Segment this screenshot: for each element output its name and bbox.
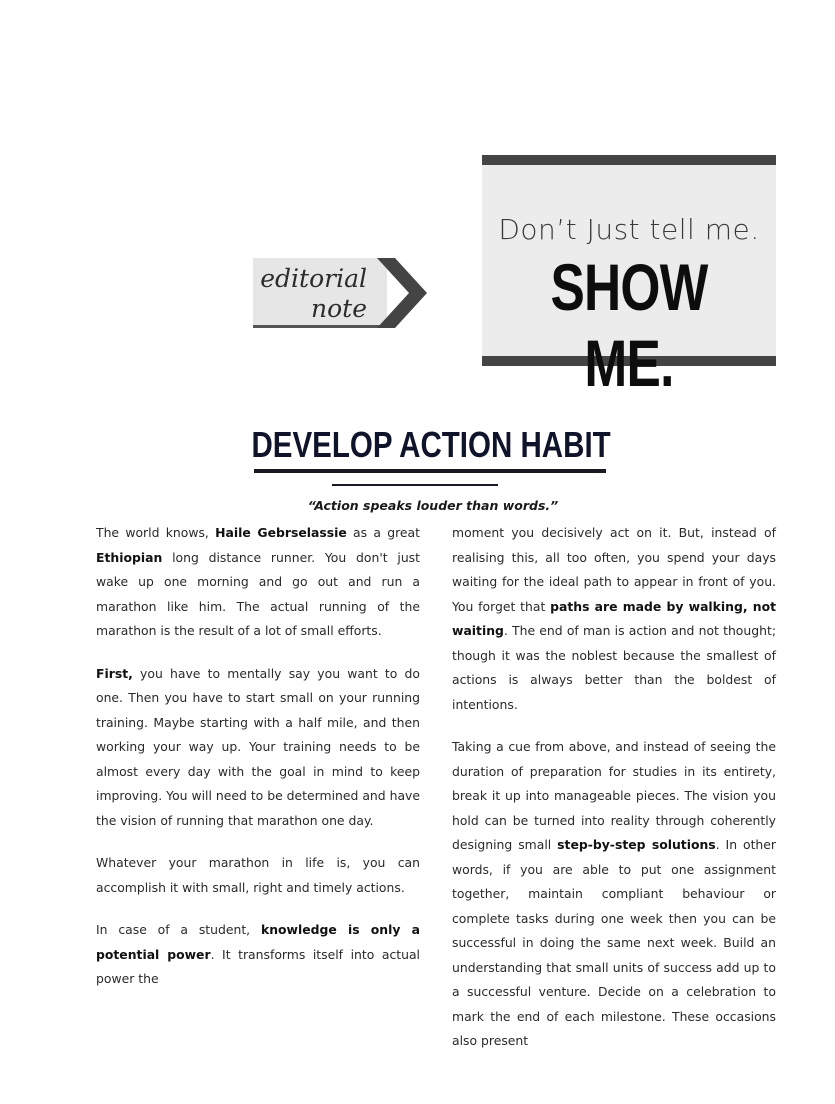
paragraph: Whatever your marathon in life is, you can accomplish it with small, right and timely actions. xyxy=(96,855,420,895)
right-column xyxy=(452,521,776,1072)
show-me-box xyxy=(482,155,776,400)
title-underline xyxy=(254,469,606,473)
page-title: DEVELOP ACTION HABIT xyxy=(251,424,611,465)
paragraph: In case of a student, knowledge is only a potential power. It transforms itself into actual power the xyxy=(96,922,420,986)
editorial-note-tag xyxy=(253,258,387,328)
paragraph: The world knows, Haile Gebrselassie as a great Ethiopian long distance runner. You don't just wake up one morning and go out and run a marathon like him. The actual running of the marathon is the result of a lot of small efforts. xyxy=(96,525,420,638)
paragraph: moment you decisively act on it. But, instead of realising this, all too often, you spend your days waiting for the ideal path to appear in front of you. You forget that paths are made by walking, not waiting. The end of man is action and not thought; though it was the noblest because the smallest of actions is always better than the boldest of intentions. xyxy=(452,525,777,712)
show-me-headline: SHOW ME. xyxy=(550,250,708,400)
title-underline-thin xyxy=(332,484,498,486)
paragraph: Taking a cue from above, and instead of seeing the duration of preparation for studies in its entirety, break it up into manageable pieces. The vision you hold can be turned into reality through coherently designing small step-by-step solutions. In other words, if you are able to put one assignment together, maintain compliant behaviour or complete tasks during one week then you can be successful in doing the same next week. Build an understanding that small units of success add up to a successful venture. Decide on a celebration to mark the end of each milestone. These occasions also present xyxy=(452,739,776,1048)
editorial-note-line1: editorial xyxy=(260,264,367,293)
paragraph: First, you have to mentally say you want to do one. Then you have to start small on your running training. Maybe starting with a half mile, and then working your way up. Your training needs to be almost every day with the goal in mind to keep improving. You will need to be determined and have the vision of running that marathon one day. xyxy=(96,665,420,828)
left-column xyxy=(96,521,420,1010)
show-me-tagline: Don’t Just tell me. xyxy=(498,213,760,246)
editorial-note-line2: note xyxy=(311,294,367,323)
chevron-right-icon xyxy=(375,256,430,330)
pull-quote: “Action speaks louder than words.” xyxy=(307,498,559,513)
